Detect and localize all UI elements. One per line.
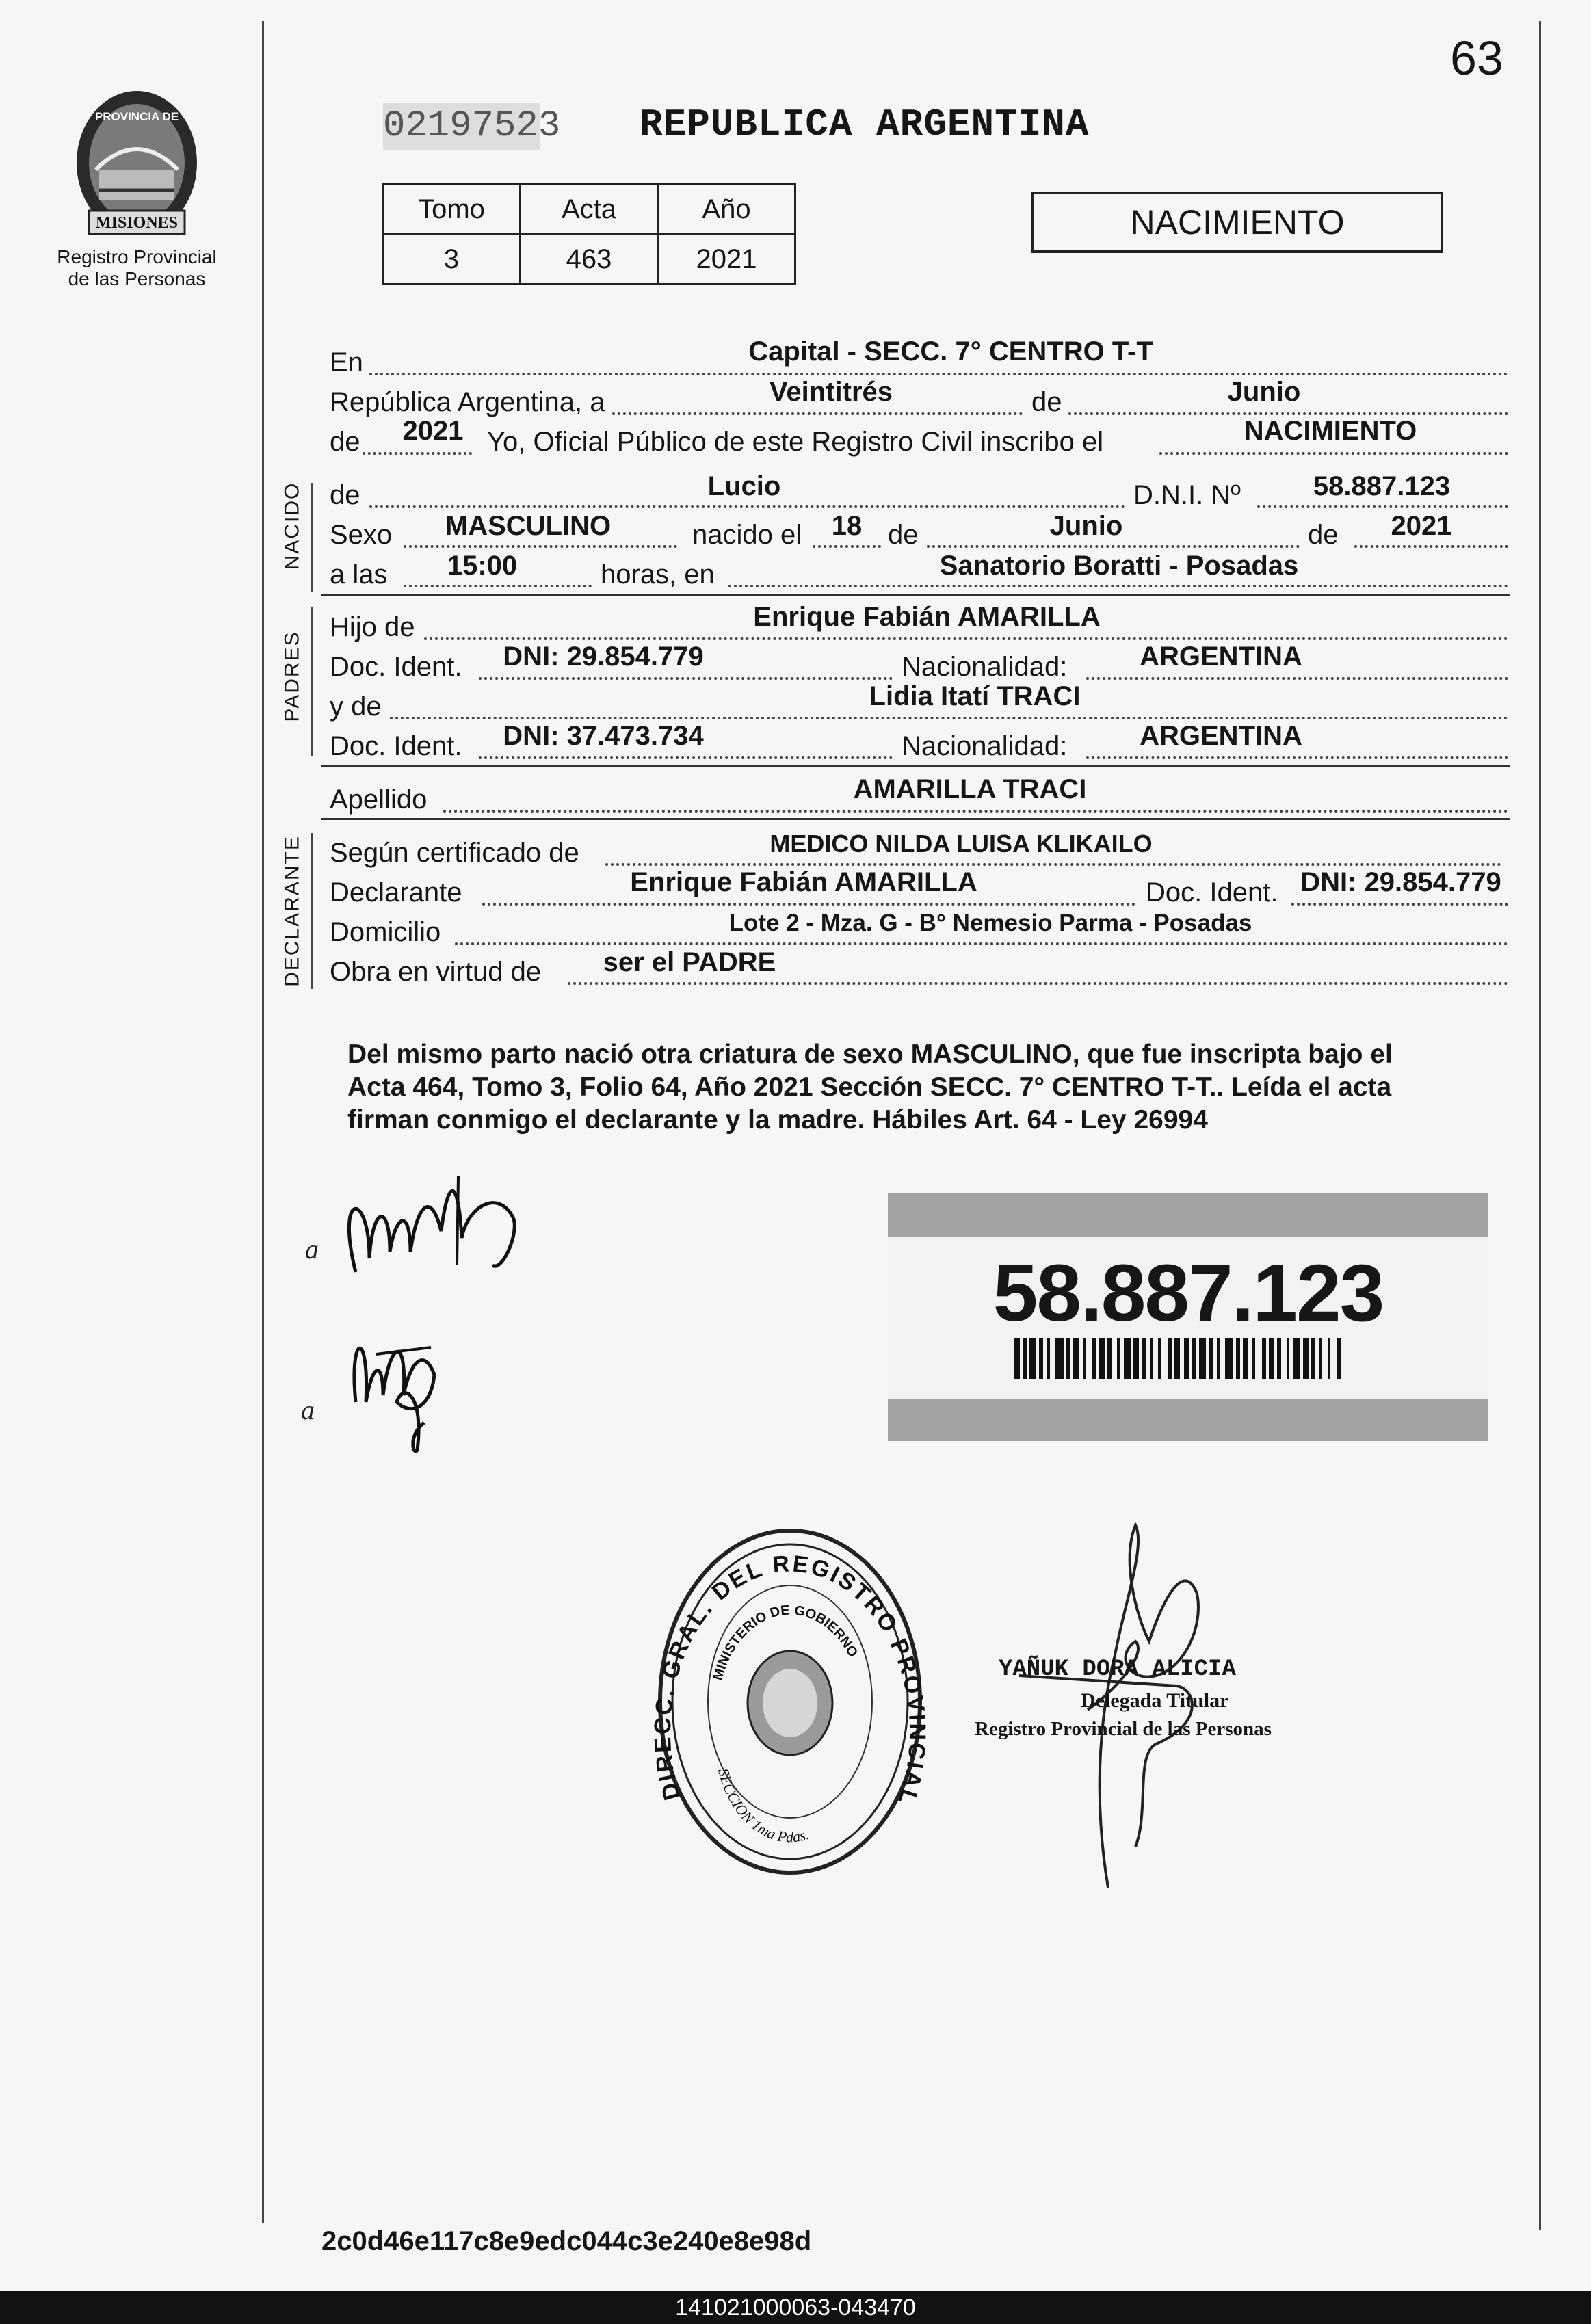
declarante-bracket [311, 833, 313, 989]
official-title: Delegada Titular [1081, 1689, 1229, 1712]
apellido-value: AMARILLA TRACI [853, 774, 1087, 804]
hour-value: 15:00 [447, 551, 518, 581]
svg-text:a: a [305, 1234, 319, 1265]
declarante-dots [482, 903, 1135, 906]
mother-doc-dots [479, 756, 893, 759]
father-nationality: ARGENTINA [1140, 642, 1302, 672]
footer-bar [0, 2291, 1591, 2324]
certificado-value: MEDICO NILDA LUISA KLIKAILO [770, 830, 1153, 858]
signature-madre [294, 1299, 499, 1464]
official-office: Registro Provincial de las Personas [975, 1718, 1272, 1740]
padres-bracket [311, 607, 313, 756]
de-label-year: de [330, 427, 360, 457]
certificado-label: Según certificado de [330, 838, 579, 868]
record-header-acta: Acta [521, 185, 658, 235]
place-dots [728, 585, 1508, 587]
notes-paragraph [347, 1038, 1393, 1137]
domicilio-label: Domicilio [330, 917, 441, 947]
de-label-name: de [330, 480, 360, 510]
obra-dots [568, 982, 1508, 985]
nacido-side-label: NACIDO [280, 481, 304, 570]
declarante-label: Declarante [330, 877, 462, 908]
right-margin-line [1539, 21, 1541, 2230]
de-label-birth-month: de [888, 520, 919, 550]
child-name: Lucio [707, 471, 781, 501]
record-value-ano: 2021 [658, 235, 796, 285]
inscribo-value: NACIMIENTO [1244, 416, 1417, 446]
name-dots [369, 505, 1125, 508]
birth-month-dots [927, 545, 1300, 548]
de-label-birth-year: de [1308, 520, 1339, 550]
logo-banner-text: MISIONES [95, 214, 179, 232]
notes-line-3: firman conmigo el declarante y la madre. Hábiles Art. 64 - Ley 26994 [347, 1105, 1208, 1135]
serial-number: 02197523 [383, 103, 540, 150]
padres-side-label: PADRES [280, 631, 304, 722]
notes-line-2: Acta 464, Tomo 3, Folio 64, Año 2021 Sección SECC. 7° CENTRO T-T.. Leída el acta [347, 1072, 1392, 1102]
sticker-dni-number: 58.887.123 [992, 1248, 1384, 1338]
country-title: REPUBLICA ARGENTINA [640, 103, 1090, 146]
logo-caption-line2: de las Personas [68, 268, 206, 289]
signature-declarante [294, 1163, 554, 1299]
record-table-value-row [383, 235, 796, 285]
sexo-dots [404, 545, 677, 548]
birth-month: Junio [1049, 511, 1123, 541]
father-name-dots [424, 637, 1508, 640]
father-nationality-dots [1086, 677, 1508, 680]
footer-code: 141021000063-043470 [675, 2295, 916, 2321]
logo-caption-line1: Registro Provincial [57, 246, 217, 267]
year-dots [363, 452, 472, 455]
en-value: Capital - SECC. 7° CENTRO T-T [748, 336, 1153, 367]
birth-day-dots [813, 545, 881, 548]
misiones-logo [68, 88, 205, 245]
mother-nationality: ARGENTINA [1140, 721, 1302, 751]
dni-dots [1257, 505, 1508, 508]
record-table [382, 183, 796, 285]
declarante-doc: DNI: 29.854.779 [1300, 867, 1501, 897]
day-dots [612, 412, 1023, 415]
svg-text:SECCION 1ma Pdas. [715, 1767, 811, 1845]
father-doc: DNI: 29.854.779 [503, 642, 704, 672]
nacido-bracket [311, 483, 313, 592]
apellido-label: Apellido [330, 784, 428, 815]
mother-nationality-label: Nacionalidad: [902, 731, 1068, 761]
hour-dots [404, 585, 592, 587]
dni-value: 58.887.123 [1313, 471, 1451, 501]
father-name: Enrique Fabián AMARILLA [753, 602, 1101, 632]
birth-year-dots [1354, 545, 1508, 548]
en-label: En [330, 347, 363, 378]
record-value-tomo: 3 [383, 235, 521, 285]
place-value: Sanatorio Boratti - Posadas [939, 551, 1299, 581]
sticker-top-band [888, 1193, 1488, 1237]
republica-label: República Argentina, a [330, 387, 605, 417]
logo-ring-text: PROVINCIA DE [94, 110, 179, 123]
hash-code: 2c0d46e117c8e9edc044c3e240e8e98d [321, 2226, 812, 2256]
horas-label: horas, en [601, 559, 715, 590]
sexo-value: MASCULINO [445, 511, 612, 541]
divider-nacido [321, 594, 1510, 596]
father-nationality-label: Nacionalidad: [902, 652, 1068, 682]
domicilio-dots [455, 942, 1508, 945]
divider-apellido [321, 818, 1510, 820]
apellido-dots [443, 810, 1508, 813]
record-table-header-row [383, 185, 796, 235]
nacido-label: nacido el [692, 520, 802, 550]
y-de-label: y de [330, 691, 382, 722]
en-dots [369, 373, 1508, 375]
inscribo-label: Yo, Oficial Público de este Registro Civil inscribo el [487, 427, 1104, 457]
declarante-value: Enrique Fabián AMARILLA [630, 867, 977, 897]
stamp-bottom-text: SECCION 1ma Pdas. [715, 1766, 811, 1846]
registry-stamp [653, 1524, 927, 1879]
svg-text:a: a [301, 1395, 315, 1425]
sticker-bottom-band [888, 1399, 1488, 1441]
domicilio-value: Lote 2 - Mza. G - B° Nemesio Parma - Posadas [728, 910, 1252, 936]
a-las-label: a las [330, 559, 388, 590]
mother-name-dots [390, 717, 1508, 719]
mother-doc-label: Doc. Ident. [330, 731, 462, 761]
record-value-acta: 463 [521, 235, 658, 285]
notes-line-1: Del mismo parto nació otra criatura de sexo MASCULINO, que fue inscripta bajo el [347, 1040, 1393, 1069]
official-name: YAÑUK DORA ALICIA [999, 1656, 1236, 1682]
mother-nationality-dots [1086, 756, 1508, 759]
month-value: Junio [1227, 377, 1301, 407]
mother-doc: DNI: 37.473.734 [503, 721, 704, 751]
dni-label: D.N.I. Nº [1133, 480, 1241, 510]
record-header-tomo: Tomo [383, 185, 521, 235]
document-type-box: NACIMIENTO [1031, 192, 1443, 253]
sexo-label: Sexo [330, 520, 393, 550]
inscribo-dots [1159, 452, 1508, 455]
obra-label: Obra en virtud de [330, 957, 542, 987]
declarante-doc-dots [1291, 903, 1508, 906]
stamp-outer-text: DIR . GRAL. DEL REGISTRO PROV IAL [653, 1550, 927, 1809]
sticker-barcode [1014, 1338, 1347, 1379]
month-dots [1068, 412, 1508, 415]
dni-sticker [888, 1193, 1488, 1441]
record-header-ano: Año [658, 185, 796, 235]
birth-day: 18 [831, 511, 863, 541]
de-label-month: de [1031, 387, 1062, 417]
father-doc-dots [479, 677, 893, 680]
mother-name: Lidia Itatí TRACI [869, 681, 1081, 711]
logo-caption [34, 246, 239, 290]
day-value: Veintitrés [769, 377, 893, 407]
father-doc-label: Doc. Ident. [330, 652, 462, 682]
hijo-label: Hijo de [330, 612, 415, 642]
declarante-doc-label: Doc. Ident. [1146, 877, 1278, 908]
birth-year: 2021 [1391, 511, 1452, 541]
obra-value: ser el PADRE [603, 947, 776, 977]
declarante-side-label: DECLARANTE [280, 835, 304, 987]
certificado-dots [605, 863, 1501, 866]
year-value: 2021 [402, 416, 464, 446]
divider-padres [321, 765, 1510, 767]
left-margin-line [262, 21, 264, 2223]
stamp-inner-text: MINISTERIO DE GOBIERNO [710, 1602, 861, 1682]
page-number: 63 [1450, 31, 1503, 85]
